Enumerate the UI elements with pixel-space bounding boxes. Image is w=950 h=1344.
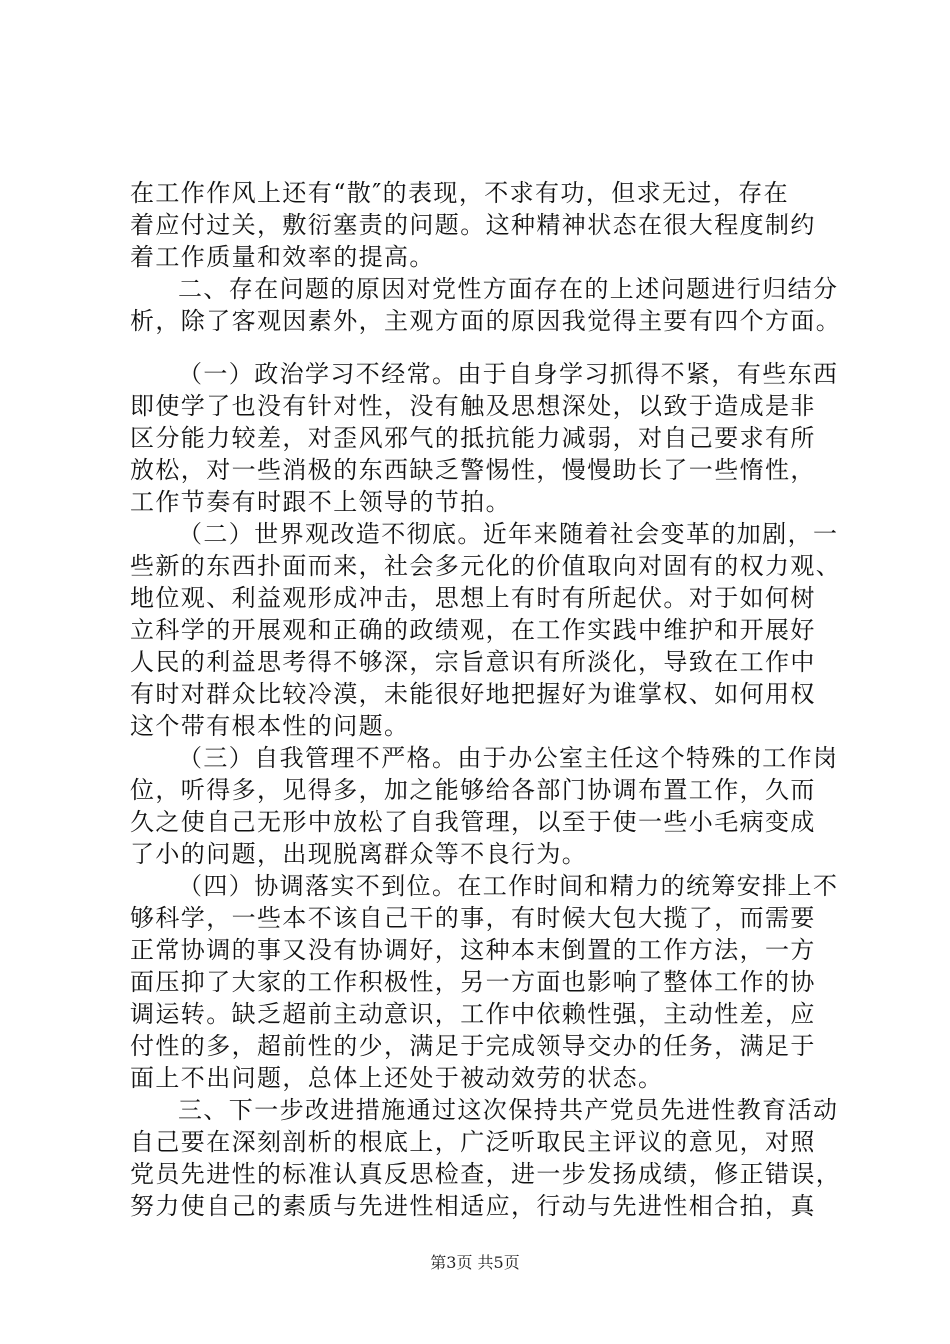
text-line: 人民的利益思考得不够深，宗旨意识有所淡化，导致在工作中: [130, 648, 816, 676]
text-line: 在工作作风上还有“散″的表现，不求有功，但求无过，存在: [130, 179, 790, 207]
text-line: 区分能力较差，对歪风邪气的抵抗能力减弱，对自己要求有所: [130, 424, 816, 452]
text-line: 地位观、利益观形成冲击，思想上有时有所起伏。对于如何树: [130, 584, 816, 612]
text-line: 了小的问题，出现脱离群众等不良行为。: [130, 840, 588, 868]
text-line: 二、存在问题的原因对党性方面存在的上述问题进行归结分: [178, 275, 839, 303]
text-line: 够科学，一些本不该自己干的事，有时候大包大揽了，而需要: [130, 904, 816, 932]
text-line: 党员先进性的标准认真反思检查，进一步发扬成绩，修正错误，: [130, 1160, 842, 1188]
page-number-footer: 第3页 共5页: [430, 1253, 520, 1272]
text-line: 有时对群众比较冷漠，未能很好地把握好为谁掌权、如何用权: [130, 680, 816, 708]
text-line: 着应付过关，敷衍塞责的问题。这种精神状态在很大程度制约: [130, 211, 816, 239]
text-line: 这个带有根本性的问题。: [130, 712, 410, 740]
text-line: 调运转。缺乏超前主动意识，工作中依赖性强，主动性差，应: [130, 1000, 816, 1028]
text-line: 着工作质量和效率的提高。: [130, 243, 435, 271]
text-line: 立科学的开展观和正确的政绩观，在工作实践中维护和开展好: [130, 616, 816, 644]
text-line: （三）自我管理不严格。由于办公室主任这个特殊的工作岗: [178, 744, 839, 772]
text-line: （二）世界观改造不彻底。近年来随着社会变革的加剧，一: [178, 520, 839, 548]
text-line: 位，听得多，见得多，加之能够给各部门协调布置工作，久而: [130, 776, 816, 804]
text-line: 即使学了也没有针对性，没有触及思想深处，以致于造成是非: [130, 392, 816, 420]
text-line: 工作节奏有时跟不上领导的节拍。: [130, 488, 511, 516]
text-line: 放松，对一些消极的东西缺乏警惕性，慢慢助长了一些惰性，: [130, 456, 816, 484]
text-line: 析，除了客观因素外，主观方面的原因我觉得主要有四个方面。: [130, 307, 842, 335]
text-line: 久之使自己无形中放松了自我管理，以至于使一些小毛病变成: [130, 808, 816, 836]
text-line: 面压抑了大家的工作积极性，另一方面也影响了整体工作的协: [130, 968, 816, 996]
text-line: 努力使自己的素质与先进性相适应，行动与先进性相合拍，真: [130, 1192, 816, 1220]
text-line: 三、下一步改进措施通过这次保持共产党员先进性教育活动: [178, 1096, 839, 1124]
text-line: 自己要在深刻剖析的根底上，广泛听取民主评议的意见，对照: [130, 1128, 816, 1156]
text-line: 面上不出问题，总体上还处于被动效劳的状态。: [130, 1064, 664, 1092]
text-line: （一）政治学习不经常。由于自身学习抓得不紧，有些东西: [178, 360, 839, 388]
text-line: 付性的多，超前性的少，满足于完成领导交办的任务，满足于: [130, 1032, 816, 1060]
text-line: 正常协调的事又没有协调好，这种本末倒置的工作方法，一方: [130, 936, 816, 964]
text-line: 些新的东西扑面而来，社会多元化的价值取向对固有的权力观、: [130, 552, 842, 580]
text-line: （四）协调落实不到位。在工作时间和精力的统筹安排上不: [178, 872, 839, 900]
